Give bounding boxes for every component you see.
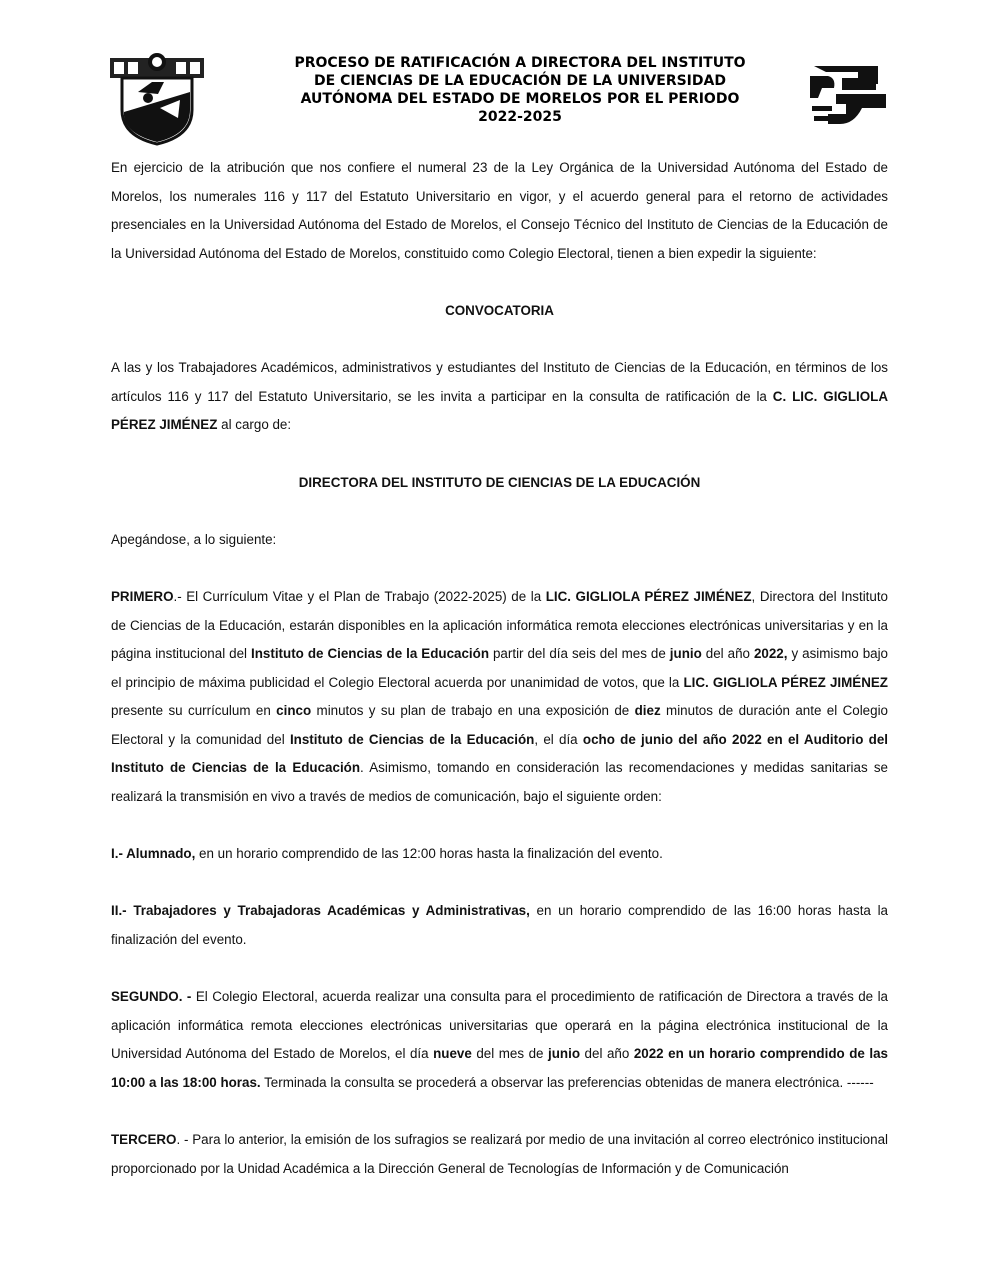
orden-trabajadores-paragraph: II.- Trabajadores y Trabajadoras Académicas y Administrativas, en un horario comprendido de las 16:00 horas hasta la finalización del evento.	[111, 903, 888, 948]
convocatoria-heading: CONVOCATORIA	[445, 302, 554, 318]
title-line: 2022-2025	[478, 109, 562, 125]
intro-paragraph: En ejercicio de la atribución que nos confiere el numeral 23 de la Ley Orgánica de la Universidad Autónoma del Estado de Morelos, los numerales 116 y 117 del Estatuto Universitario en vigor, y el acuerdo general para el retorno de actividades presenciales en la Universidad Autónoma del Estado de Morelos, el Consejo Técnico del Instituto de Ciencias de la Educación de la Universidad Autónoma del Estado de Morelos, constituido como Colegio Electoral, tienen a bien expedir la siguiente:	[111, 160, 888, 261]
university-crest-icon	[108, 52, 206, 146]
title-line: DE CIENCIAS DE LA EDUCACIÓN DE LA UNIVERSIDAD	[314, 73, 726, 89]
title-line: PROCESO DE RATIFICACIÓN A DIRECTORA DEL INSTITUTO	[294, 55, 746, 71]
tercero-paragraph: TERCERO. - Para lo anterior, la emisión de los sufragios se realizará por medio de una invitación al correo electrónico institucional proporcionado por la Unidad Académica a la Dirección General de Tecnologías de Información y de Comunicación	[111, 1132, 888, 1176]
institute-hand-logo-icon	[806, 58, 888, 130]
primero-paragraph: PRIMERO.- El Currículum Vitae y el Plan de Trabajo (2022-2025) de la LIC. GIGLIOLA PÉREZ JIMÉNEZ, Directora del Instituto de Ciencias de la Educación, estarán disponibles en la aplicación informática remota elecciones electrónicas universitarias y en la página institucional del Instituto de Ciencias de la Educación partir del día seis del mes de junio del año 2022, y asimismo bajo el principio de máxima publicidad el Colegio Electoral acuerda por unanimidad de votos, que la LIC. GIGLIOLA PÉREZ JIMÉNEZ presente su currículum en cinco minutos y su plan de trabajo en una exposición de diez minutos de duración ante el Colegio Electoral y la comunidad del Instituto de Ciencias de la Educación, el día ocho de junio del año 2022 en el Auditorio del Instituto de Ciencias de la Educación. Asimismo, tomando en consideración las recomendaciones y medidas sanitarias se realizará la transmisión en vivo a través de medios de comunicación, bajo el siguiente orden:	[111, 588, 889, 805]
document-title	[240, 54, 800, 126]
invite-paragraph: A las y los Trabajadores Académicos, administrativos y estudiantes del Instituto de Ciencias de la Educación, en términos de los artículos 116 y 117 del Estatuto Universitario, se les invita a participar en la consulta de ratificación de la C. LIC. GIGLIOLA PÉREZ JIMÉNEZ al cargo de:	[111, 360, 889, 433]
cargo-heading: DIRECTORA DEL INSTITUTO DE CIENCIAS DE LA EDUCACIÓN	[298, 474, 701, 490]
segundo-paragraph: SEGUNDO. - El Colegio Electoral, acuerda realizar una consulta para el procedimiento de ratificación de Directora a través de la aplicación informática remota elecciones electrónicas universitarias que operará en la página electrónica institucional de la Universidad Autónoma del Estado de Morelos, el día nueve del mes de junio del año 2022 en un horario comprendido de las 10:00 a las 18:00 horas. Terminada la consulta se procederá a observar las preferencias obtenidas de manera electrónica. ------	[111, 989, 889, 1090]
apegandose-paragraph: Apegándose, a lo siguiente:	[111, 531, 277, 547]
document-header	[0, 50, 1000, 140]
document-body	[111, 154, 888, 1183]
orden-alumnado-paragraph: I.- Alumnado, en un horario comprendido de las 12:00 horas hasta la finalización del evento.	[111, 846, 663, 862]
title-line: AUTÓNOMA DEL ESTADO DE MORELOS POR EL PERIODO	[300, 91, 740, 107]
